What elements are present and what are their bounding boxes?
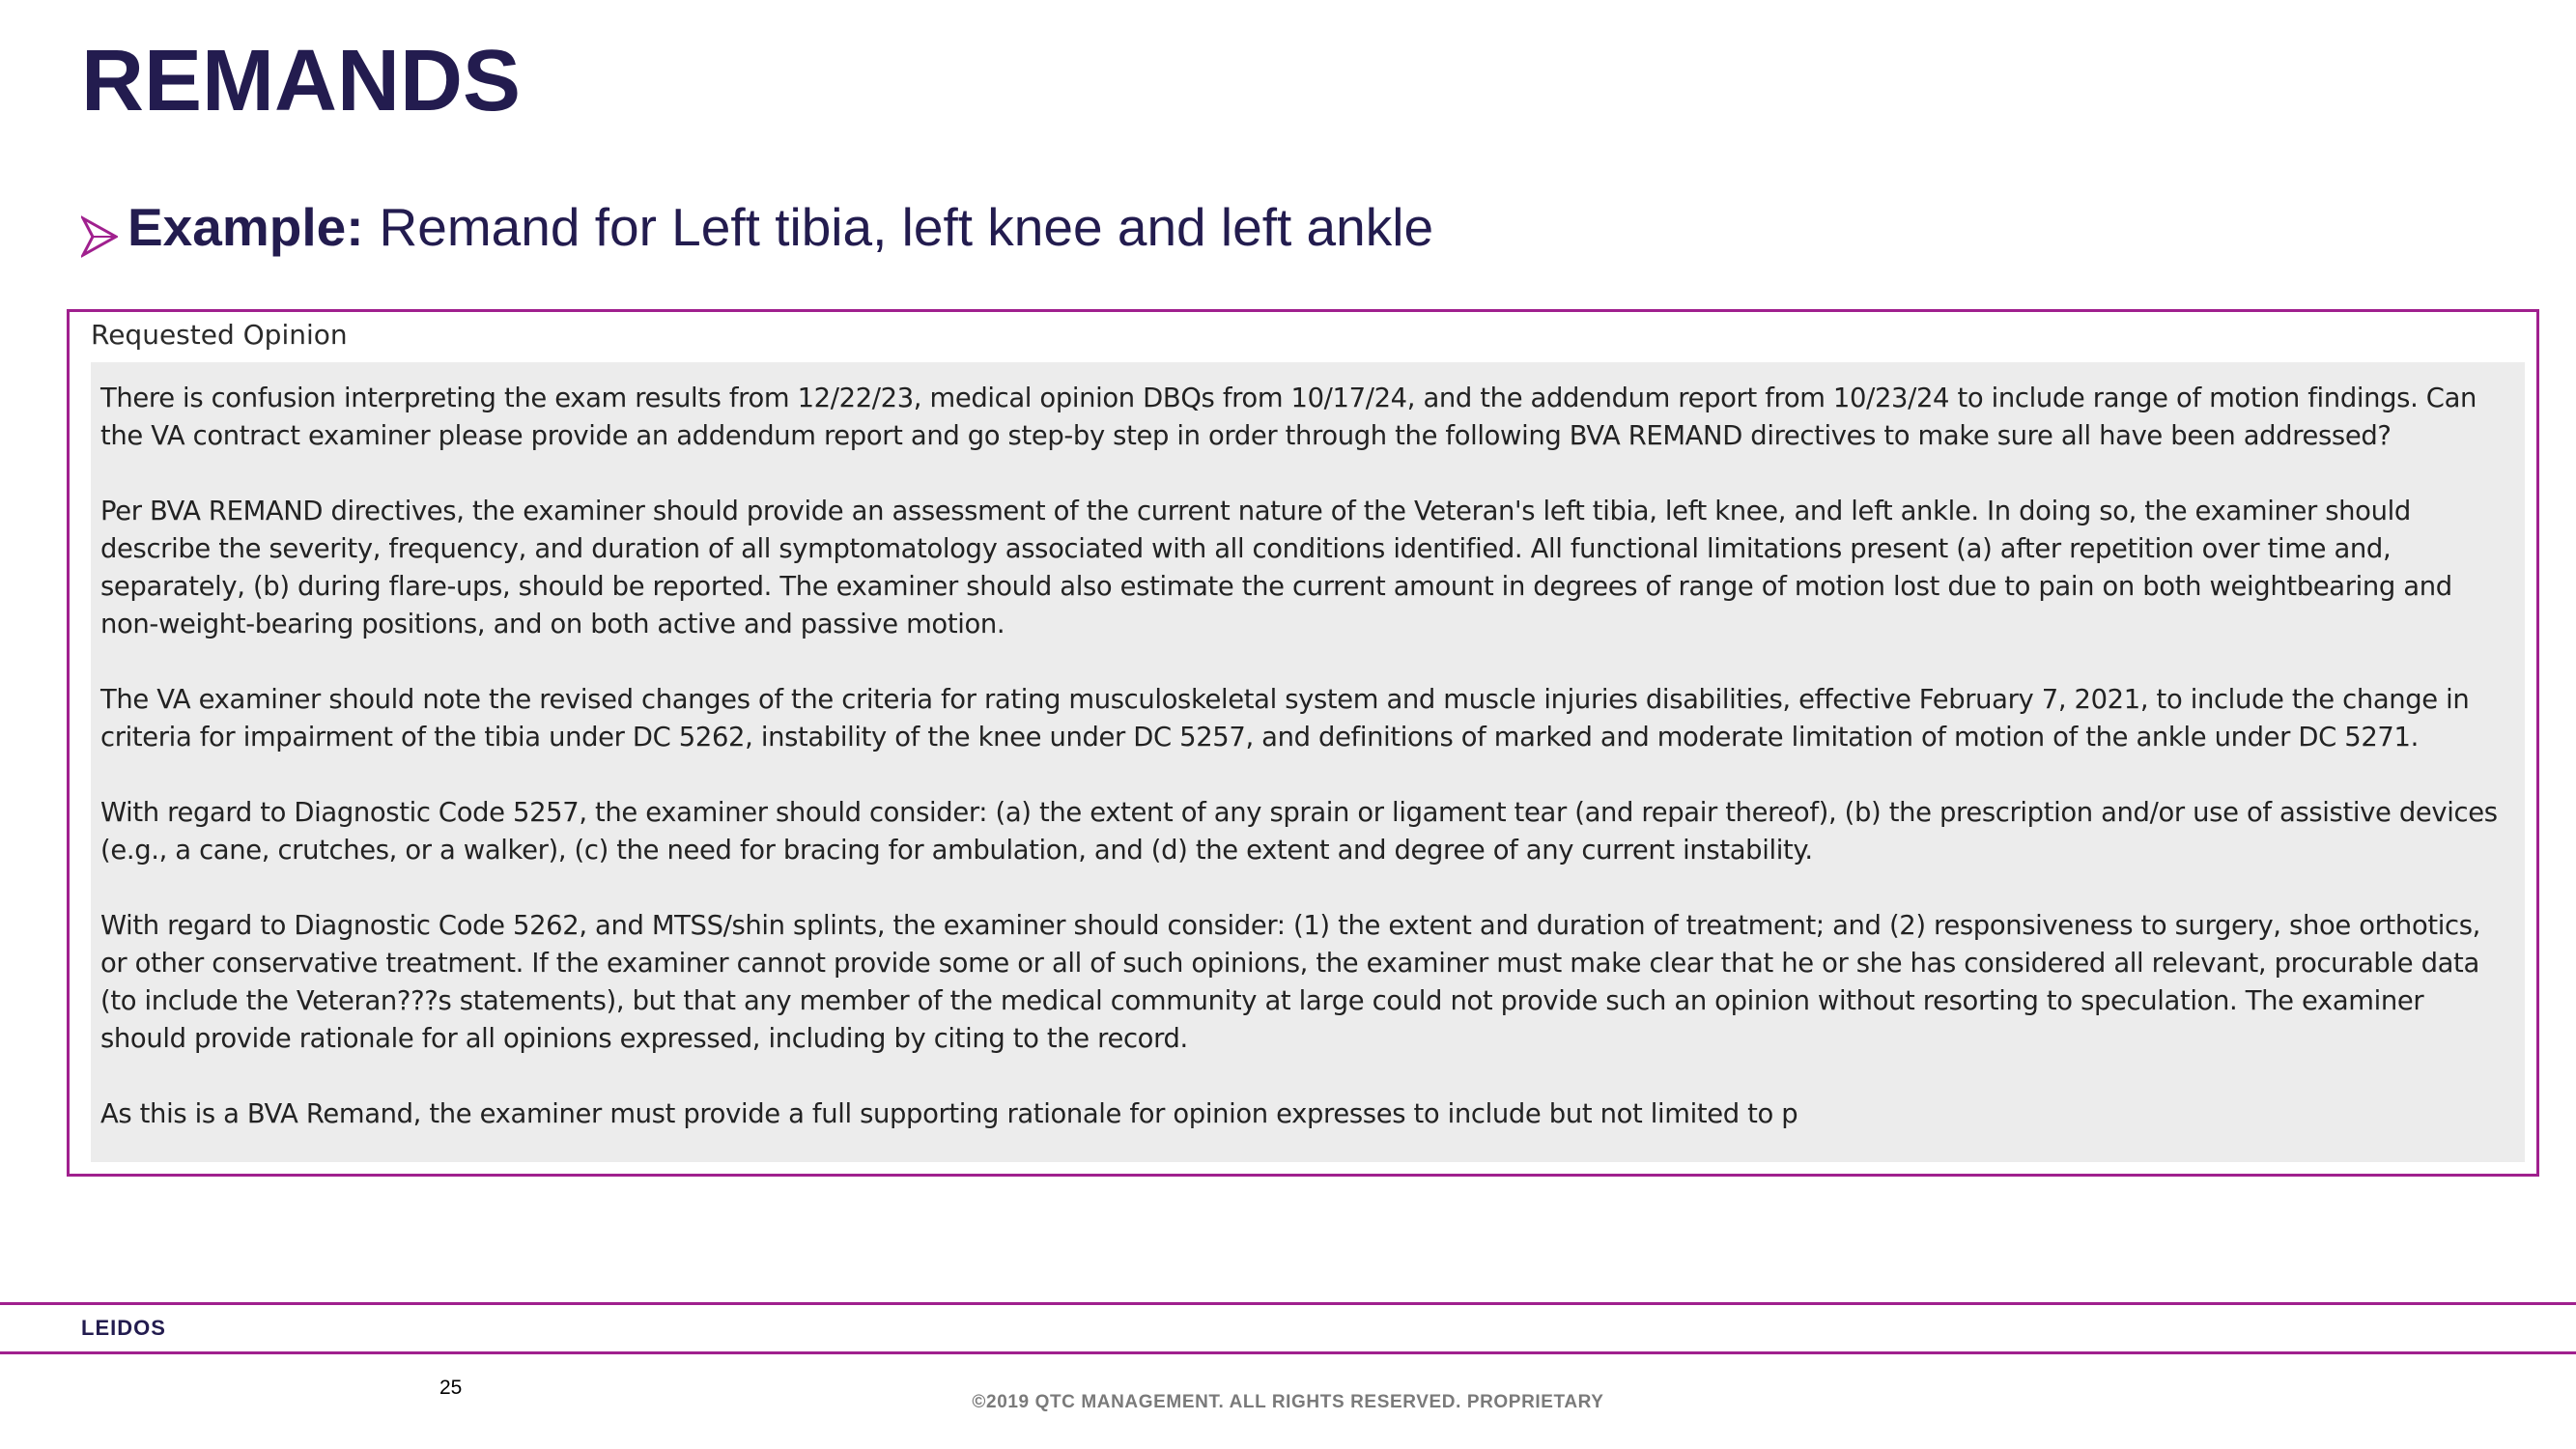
- requested-opinion-text-area[interactable]: [91, 362, 2525, 1162]
- requested-opinion-box: [67, 309, 2539, 1177]
- footer-divider-bottom: [0, 1351, 2576, 1354]
- opinion-paragraph: Per BVA REMAND directives, the examiner should provide an assessment of the current nature of the Veteran's left tibia, left knee, and left ankle. In doing so, the examiner should describe the severity, frequency, and duration of all symptomatology associated with all conditions identified. All functional limitations present (a) after repetition over time and, separately, (b) during flare-ups, should be reported. The examiner should also estimate the current amount in degrees of range of motion lost due to pain on both weightbearing and non-weight-bearing positions, and on both active and passive motion.: [100, 497, 2452, 639]
- opinion-paragraph: The VA examiner should note the revised changes of the criteria for rating musculoskeletal system and muscle injuries disabilities, effective February 7, 2021, to include the change in criteria for impairment of the tibia under DC 5262, instability of the knee under DC 5257, and definitions of marked and moderate limitation of motion of the ankle under DC 5271.: [100, 685, 2470, 753]
- opinion-paragraph: With regard to Diagnostic Code 5262, and MTSS/shin splints, the examiner should consider: (1) the extent and duration of treatment; and (2) responsiveness to surgery, shoe orthotics, or other conservative treatment. If the examiner cannot provide some or all of such opinions, the examiner must make clear that he or she has considered all relevant, procurable data (to include the Veteran???s statements), but that any member of the medical community at large could not provide such an opinion without resorting to speculation. The examiner should provide rationale for all opinions expressed, including by citing to the record.: [100, 911, 2480, 1054]
- footer-company-name: LEIDOS: [81, 1316, 166, 1340]
- page-number: 25: [439, 1377, 463, 1399]
- opinion-paragraph: As this is a BVA Remand, the examiner must provide a full supporting rationale for opinion expresses to include but not limited to p: [100, 1099, 1798, 1129]
- example-text: Remand for Left tibia, left knee and left ankle: [379, 197, 1434, 257]
- example-heading: [81, 193, 1433, 261]
- arrow-bullet-icon: [81, 206, 118, 248]
- requested-opinion-header: Requested Opinion: [91, 319, 348, 351]
- footer-divider-top: [0, 1302, 2576, 1305]
- opinion-paragraph: With regard to Diagnostic Code 5257, the examiner should consider: (a) the extent of any sprain or ligament tear (and repair thereof), (b) the prescription and/or use of assistive devices (e.g., a cane, crutches, or a walker), (c) the need for bracing for ambulation, and (d) the extent and degree of any current instability.: [100, 798, 2498, 866]
- example-label: Example:: [127, 197, 364, 257]
- slide-title: REMANDS: [81, 33, 522, 129]
- copyright-notice: ©2019 QTC MANAGEMENT. ALL RIGHTS RESERVED. PROPRIETARY: [972, 1392, 1604, 1412]
- opinion-paragraph: There is confusion interpreting the exam results from 12/22/23, medical opinion DBQs from 10/17/24, and the addendum report from 10/23/24 to include range of motion findings. Can the VA contract examiner please provide an addendum report and go step-by step in order through the following BVA REMAND directives to make sure all have been addressed?: [100, 384, 2477, 451]
